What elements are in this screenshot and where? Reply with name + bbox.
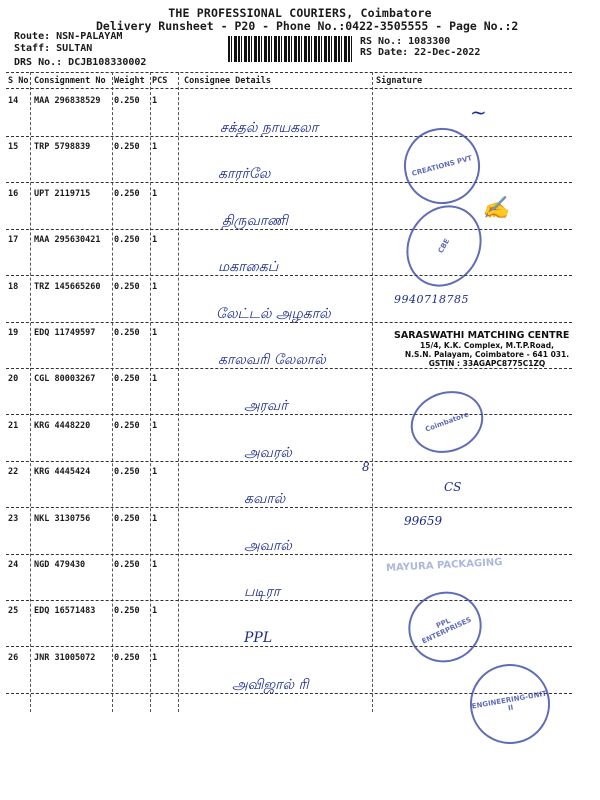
cell-sno: 18 [8, 281, 19, 292]
cell-consignment: EDQ 11749597 [34, 328, 96, 338]
row-rule [6, 554, 572, 555]
page-title: THE PROFESSIONAL COURIERS, Coimbatore [168, 6, 432, 20]
cell-pcs: 1 [152, 235, 158, 246]
consignee-handwriting: அவிஜால் ரி [232, 676, 309, 693]
col-divider [30, 72, 31, 712]
row-rule [6, 646, 572, 647]
row-rule [6, 275, 572, 276]
signature-mark: ~ [470, 100, 487, 124]
cell-pcs: 1 [152, 142, 158, 153]
drs-number: DRS No.: DCJB108330002 [14, 57, 147, 68]
cell-pcs: 1 [152, 96, 158, 106]
cell-sno: 26 [8, 652, 19, 663]
cell-consignment: TRZ 145665260 [34, 281, 101, 292]
row-rule [6, 322, 572, 323]
consignee-handwriting: படிரா [244, 584, 281, 600]
cell-pcs: 1 [152, 467, 158, 478]
cell-weight: 0.250 [114, 142, 140, 153]
row-rule [6, 182, 572, 183]
cell-weight: 0.250 [114, 235, 140, 246]
signature-phone: 9940718785 [394, 293, 469, 306]
cell-weight: 0.250 [114, 513, 140, 524]
cbe-stamp [392, 192, 496, 301]
cbe-stamp-text: CBE [436, 237, 452, 255]
col-divider [372, 72, 373, 712]
staff-label: Staff: SULTAN [14, 43, 93, 54]
rs-date: RS Date: 22-Dec-2022 [360, 47, 481, 58]
col-sno: S No [8, 76, 29, 86]
header-rule-top [6, 72, 572, 73]
cell-weight: 0.250 [114, 374, 140, 385]
cgl-stamp-text: Coimbatore [424, 410, 470, 434]
row-rule [6, 414, 572, 415]
cell-pcs: 1 [152, 281, 158, 292]
cell-weight: 0.250 [114, 281, 140, 292]
cell-consignment: KRG 4448220 [34, 420, 91, 431]
cell-pcs: 1 [152, 188, 158, 199]
consignee-handwriting: திருவாணி [222, 212, 288, 229]
creations-stamp [395, 119, 488, 212]
row-rule [6, 600, 572, 601]
cell-consignment: KRG 4445424 [34, 467, 91, 478]
col-divider [178, 72, 179, 712]
table-header [6, 76, 592, 88]
shop-address-2: N.S.N. Palayam, Coimbatore - 641 031. [404, 350, 570, 359]
cell-weight: 0.250 [114, 96, 140, 106]
cell-weight: 0.250 [114, 606, 140, 617]
consignee-handwriting: அவால் [244, 537, 292, 554]
consignee-handwriting: லேட்டல் அழகால் [216, 305, 331, 322]
engineering-stamp [464, 658, 557, 751]
cell-sno: 21 [8, 420, 19, 431]
cell-pcs: 1 [152, 652, 158, 663]
row-rule [6, 507, 572, 508]
cgl-stamp [402, 381, 492, 463]
cell-sno: 25 [8, 606, 19, 617]
consignee-handwriting: கவால் [244, 491, 286, 508]
cell-consignment: CGL 80003267 [34, 374, 96, 385]
col-divider [112, 72, 113, 712]
cell-sno: 20 [8, 374, 19, 385]
signature-mark: CS [444, 480, 462, 494]
engineering-stamp-text: ENGINEERING-UNIT II [471, 689, 548, 713]
col-divider [150, 72, 151, 712]
cell-pcs: 1 [152, 560, 158, 570]
shop-name: SARASWATHI MATCHING CENTRE [394, 330, 570, 341]
cell-weight: 0.250 [114, 467, 140, 478]
col-consignee: Consignee Details [184, 76, 271, 86]
row-rule [6, 229, 572, 230]
cell-sno: 23 [8, 513, 19, 524]
barcode [228, 36, 352, 62]
row-rule [6, 461, 572, 462]
cell-consignment: NGD 479430 [34, 560, 86, 570]
cell-consignment: TRP 5798839 [34, 142, 91, 153]
rs-number: RS No.: 1083300 [360, 36, 451, 47]
cell-sno: 22 [8, 467, 19, 478]
page-subtitle: Delivery Runsheet - P20 - Phone No.:0422-3505555 - Page No.:2 [96, 19, 519, 33]
route-label: Route: NSN-PALAYAM [14, 31, 123, 42]
cell-consignment: MAA 295630421 [34, 235, 101, 246]
cell-consignment: EDQ 16571483 [34, 606, 96, 617]
cell-weight: 0.250 [114, 420, 140, 431]
signature-phone: 99659 [404, 514, 443, 528]
cell-pcs: 1 [152, 328, 158, 338]
col-weight: Weight [114, 76, 145, 86]
cell-sno: 24 [8, 560, 19, 570]
row-rule [6, 368, 572, 369]
ppl-stamp [397, 580, 494, 675]
cell-consignment: NKL 3130756 [34, 513, 91, 524]
cell-weight: 0.250 [114, 188, 140, 199]
shop-gstin: GSTIN : 33AGAPC8775C1ZQ [428, 359, 546, 368]
shop-stamp [394, 330, 580, 368]
cell-weight: 0.250 [114, 560, 140, 570]
consignee-handwriting: காரர்லே [218, 166, 271, 183]
consignee-handwriting: அவரல் [244, 444, 292, 461]
consignee-handwriting: அரவர் [244, 398, 288, 415]
cell-weight: 0.250 [114, 652, 140, 663]
signature-mark: 8 [362, 460, 370, 474]
cell-sno: 15 [8, 142, 19, 153]
ppl-stamp-text: PPL ENTERPRISES [420, 615, 473, 646]
col-pcs: PCS [152, 76, 168, 86]
cell-pcs: 1 [152, 374, 158, 385]
cell-consignment: JNR 31005072 [34, 652, 96, 663]
signature-mark: ✍ [482, 196, 510, 221]
cell-weight: 0.250 [114, 328, 140, 338]
cell-sno: 19 [8, 328, 19, 338]
mayura-stamp: MAYURA PACKAGING [385, 556, 503, 575]
header-rule-bottom [6, 88, 572, 89]
row-rule [6, 136, 572, 137]
consignee-handwriting: காலவரி லேலால் [218, 352, 326, 368]
cell-sno: 17 [8, 235, 19, 246]
shop-address-1: 15/4, K.K. Complex, M.T.P.Road, [420, 341, 554, 350]
cell-pcs: 1 [152, 513, 158, 524]
col-signature: Signature [376, 76, 423, 86]
cell-sno: 14 [8, 96, 19, 106]
cell-consignment: UPT 2119715 [34, 188, 91, 199]
creations-stamp-text: CREATIONS PVT [410, 154, 474, 178]
consignee-handwriting: PPL [244, 630, 273, 647]
cell-sno: 16 [8, 188, 19, 199]
consignee-handwriting: மகாகைப் [218, 259, 279, 276]
col-consignment: Consignment No [34, 76, 106, 86]
cell-consignment: MAA 296838529 [34, 96, 101, 106]
cell-pcs: 1 [152, 606, 158, 617]
cell-pcs: 1 [152, 420, 158, 431]
consignee-handwriting: சக்தல் நாயகலா [220, 120, 319, 136]
